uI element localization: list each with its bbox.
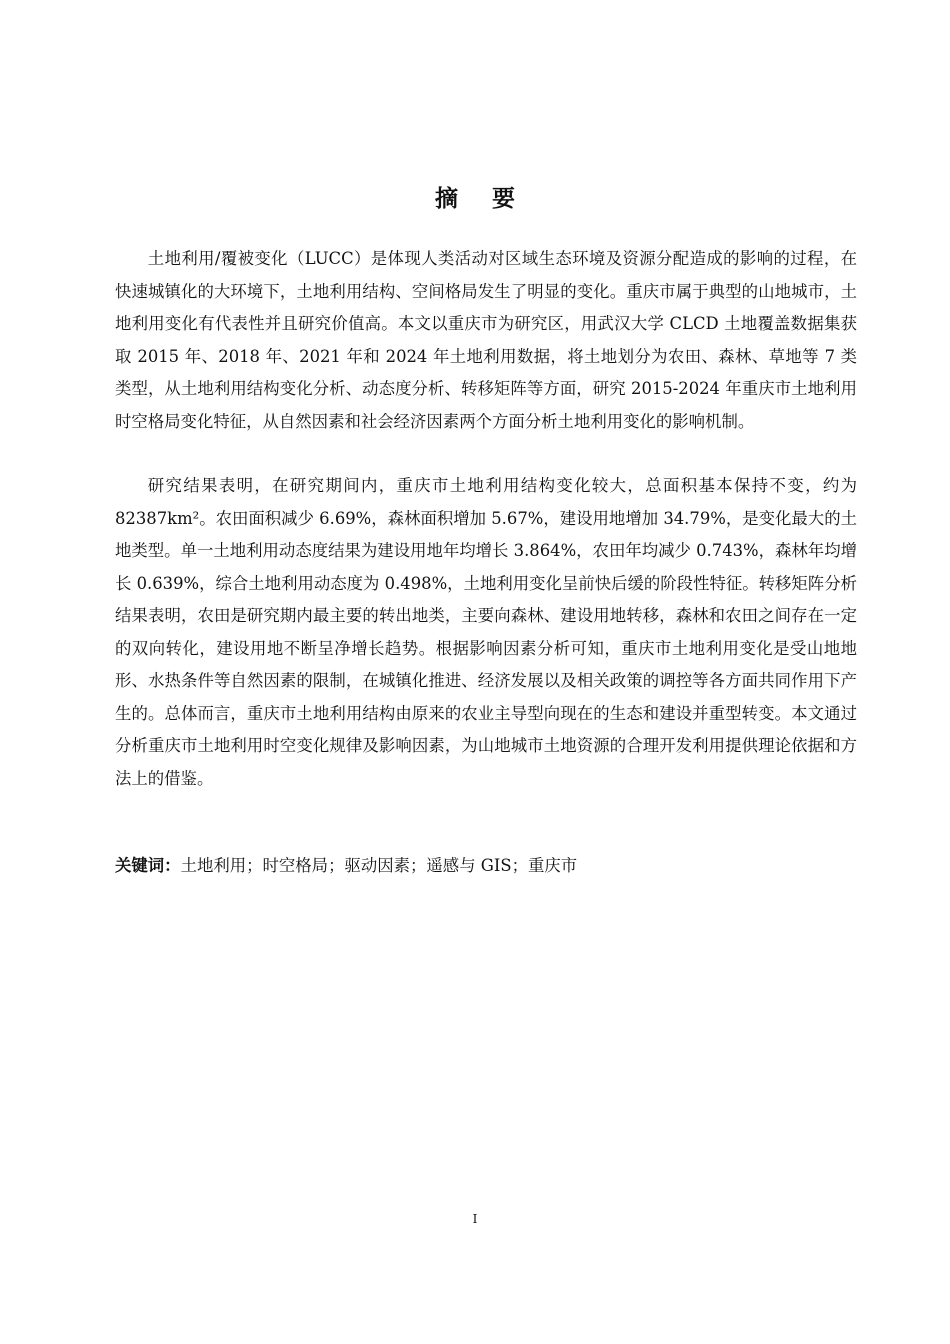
abstract-paragraph-2: 研究结果表明，在研究期间内，重庆市土地利用结构变化较大，总面积基本保持不变，约为 82387km²。农田面积减少 6.69%，森林面积增加 5.67%，建设用地增加 34.79%，是变化最大的土地类型。单一土地利用动态度结果为建设用地年均增长 3.864%，农田年均减少 0.743%，森林年均增长 0.639%，综合土地利用动态度为 0.498%，土地利用变化呈前快后缓的阶段性特征。转移矩阵分析结果表明，农田是研究期内最主要的转出地类，主要向森林、建设用地转移，森林和农田之间存在一定的双向转化，建设用地不断呈净增长趋势。根据影响因素分析可知，重庆市土地利用变化是受山地地形、水热条件等自然因素的限制，在城镇化推进、经济发展以及相关政策的调控等各方面共同作用下产生的。总体而言，重庆市土地利用结构由原来的农业主导型向现在的生态和建设并重型转变。本文通过分析重庆市土地利用时空变化规律及影响因素，为山地城市土地资源的合理开发利用提供理论依据和方法上的借鉴。: [115, 476, 857, 788]
page-number: I: [472, 1212, 478, 1226]
keywords-label: 关键词：: [115, 856, 181, 875]
abstract-paragraph-1: 土地利用/覆被变化（LUCC）是体现人类活动对区域生态环境及资源分配造成的影响的过程，在快速城镇化的大环境下，土地利用结构、空间格局发生了明显的变化。重庆市属于典型的山地城市，土地利用变化有代表性并且研究价值高。本文以重庆市为研究区，用武汉大学 CLCD 土地覆盖数据集获取 2015 年、2018 年、2021 年和 2024 年土地利用数据，将土地划分为农田、森林、草地等 7 类类型，从土地利用结构变化分析、动态度分析、转移矩阵等方面，研究 2015-2024 年重庆市土地利用时空格局变化特征，从自然因素和社会经济因素两个方面分析土地利用变化的影响机制。: [115, 249, 857, 431]
keywords-text: 土地利用；时空格局；驱动因素；遥感与 GIS；重庆市: [180, 856, 578, 875]
abstract-title: 摘要: [435, 186, 549, 212]
keywords-line: [115, 850, 857, 882]
